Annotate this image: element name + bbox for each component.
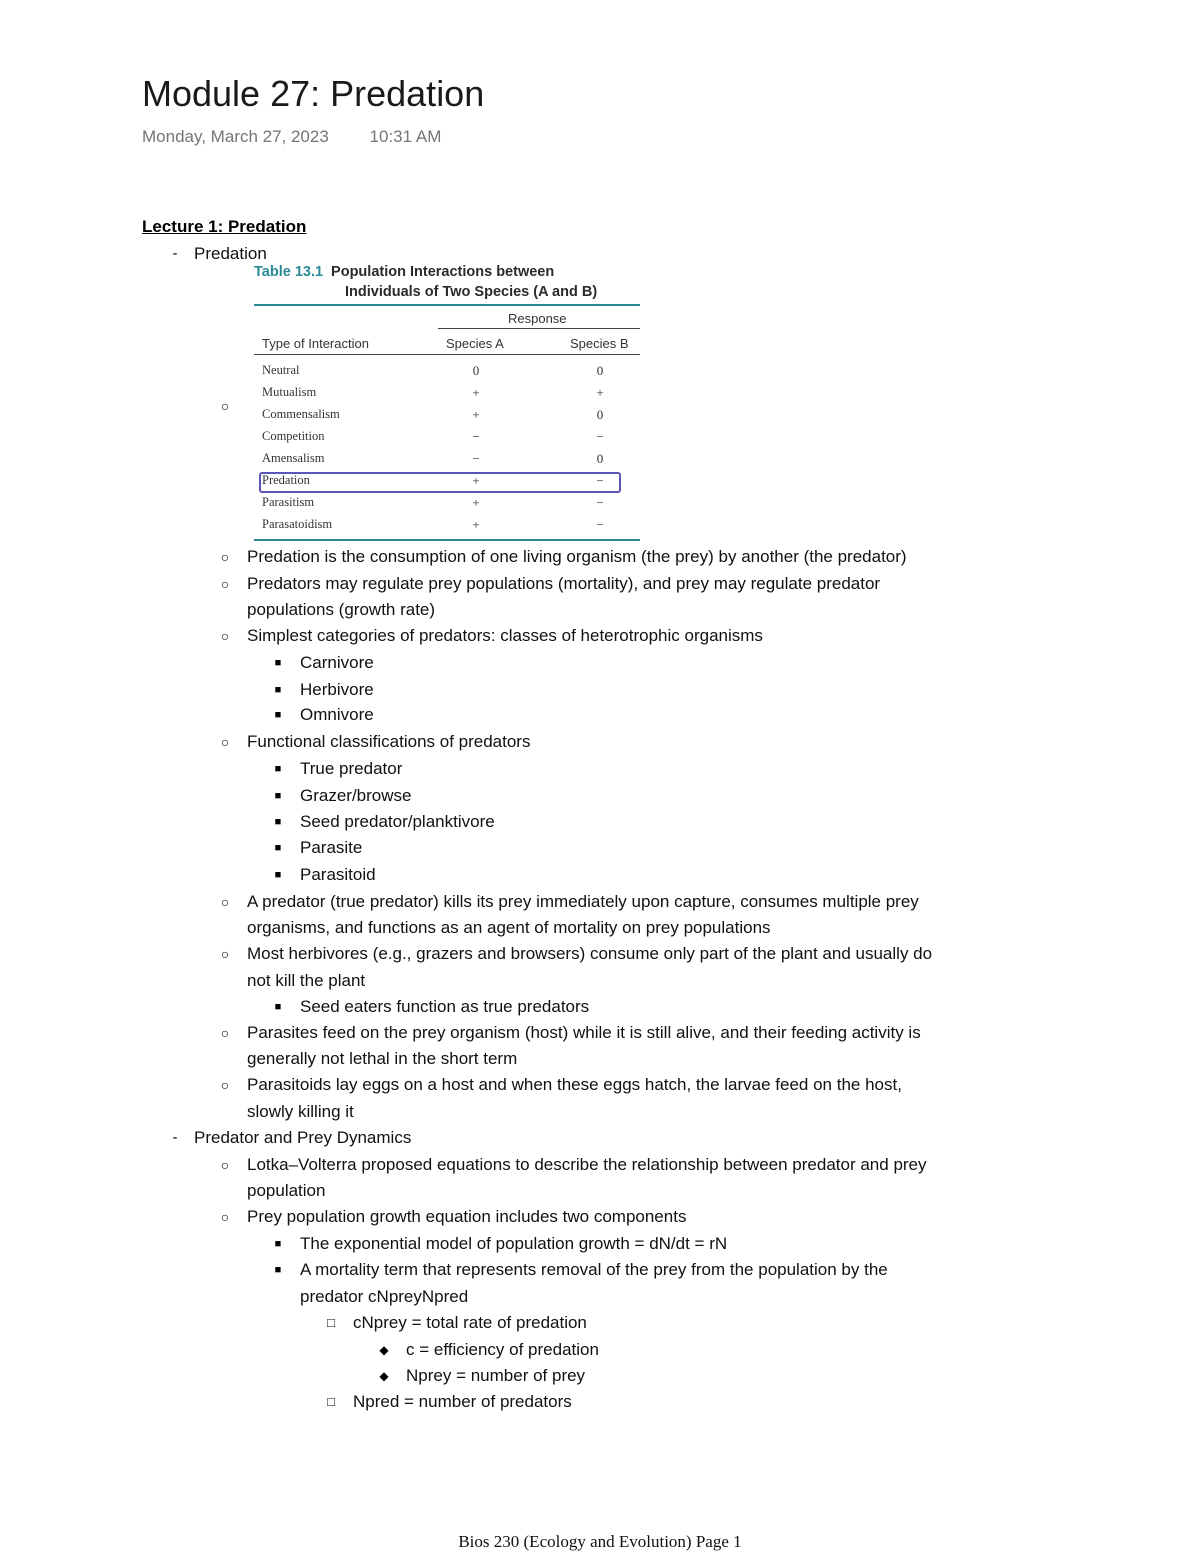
circle-bullet: ○: [220, 1077, 230, 1093]
table-cell-a: +: [472, 407, 480, 422]
section-dynamics: Predator and Prey Dynamics: [194, 1128, 412, 1147]
table-cell-a: −: [472, 429, 480, 444]
square-bullet: ■: [274, 816, 282, 828]
section-predation: Predation: [194, 244, 267, 263]
note-line: Prey population growth equation includes two components: [247, 1207, 687, 1226]
note-line: populations (growth rate): [247, 600, 436, 619]
list-item: Npred = number of predators: [353, 1392, 572, 1411]
table-top-rule: [254, 304, 640, 306]
list-item: A mortality term that represents removal of the prey from the population by the: [300, 1260, 888, 1279]
table-cell-a: +: [472, 385, 480, 400]
list-item: Omnivore: [300, 705, 374, 724]
note-line: organisms, and functions as an agent of mortality on prey populations: [247, 918, 771, 937]
hollow-square-bullet: □: [327, 1394, 335, 1409]
note-line: Most herbivores (e.g., grazers and browsers) consume only part of the plant and usually do: [247, 944, 933, 963]
circle-bullet: ○: [220, 549, 230, 565]
list-item: The exponential model of population growth = dN/dt = rN: [300, 1234, 728, 1253]
predation-highlight-box: [259, 472, 621, 493]
note-line: Simplest categories of predators: classes of heterotrophic organisms: [247, 626, 763, 645]
square-bullet: ■: [274, 657, 282, 669]
note-line: Predators may regulate prey populations (mortality), and prey may regulate predator: [247, 574, 881, 593]
list-item: cNprey = total rate of predation: [353, 1313, 587, 1332]
type-header: Type of Interaction: [262, 336, 369, 351]
table-cell-b: −: [596, 517, 604, 532]
list-item: Seed eaters function as true predators: [300, 997, 590, 1016]
table-cell-b: 0: [596, 363, 604, 378]
time-text: 10:31 AM: [369, 127, 442, 146]
table-cell-b: −: [596, 495, 604, 510]
note-line: generally not lethal in the short term: [247, 1049, 518, 1068]
list-item: Carnivore: [300, 653, 374, 672]
square-bullet: ■: [274, 1001, 282, 1013]
table-row-name: Amensalism: [262, 451, 325, 465]
note-line: population: [247, 1181, 326, 1200]
lecture-heading: Lecture 1: Predation: [142, 217, 307, 236]
page-footer: Bios 230 (Ecology and Evolution) Page 1: [458, 1532, 742, 1551]
header-rule: [254, 354, 640, 355]
table-row-name: Mutualism: [262, 385, 317, 399]
list-item: c = efficiency of predation: [406, 1340, 599, 1359]
list-item: Herbivore: [300, 680, 374, 699]
table-row-name: Neutral: [262, 363, 300, 377]
note-line: Functional classifications of predators: [247, 732, 531, 751]
note-line: Parasites feed on the prey organism (host) while it is still alive, and their feeding activity is: [247, 1023, 921, 1042]
table-row-name: Parasitism: [262, 495, 315, 509]
list-item: Parasitoid: [300, 865, 376, 884]
table-title: [254, 262, 554, 282]
square-bullet: ■: [274, 790, 282, 802]
circle-bullet: ○: [220, 398, 230, 414]
note-line: slowly killing it: [247, 1102, 354, 1121]
circle-bullet: ○: [220, 894, 230, 910]
list-item: Parasite: [300, 838, 363, 857]
note-line: Predation is the consumption of one living organism (the prey) by another (the predator): [247, 547, 907, 566]
circle-bullet: ○: [220, 946, 230, 962]
table-bottom-rule: [254, 539, 640, 541]
note-line: Lotka–Volterra proposed equations to describe the relationship between predator and prey: [247, 1155, 927, 1174]
species-a-header: Species A: [446, 336, 504, 351]
date-text: Monday, March 27, 2023: [142, 127, 329, 146]
interaction-table-figure: [252, 262, 644, 544]
response-rule: [438, 328, 640, 329]
square-bullet: ■: [274, 763, 282, 775]
page-title: Module 27: Predation: [142, 73, 485, 114]
table-row-name: Parasatoidism: [262, 517, 333, 531]
square-bullet: ■: [274, 684, 282, 696]
table-cell-b: +: [596, 385, 604, 400]
table-cell-b: 0: [596, 451, 604, 466]
response-header: Response: [508, 311, 567, 326]
list-item: Nprey = number of prey: [406, 1366, 586, 1385]
list-item: Grazer/browse: [300, 786, 412, 805]
list-item: Seed predator/planktivore: [300, 812, 495, 831]
dash-bullet: -: [172, 1129, 178, 1146]
note-line: Parasitoids lay eggs on a host and when these eggs hatch, the larvae feed on the host,: [247, 1075, 902, 1094]
diamond-bullet: ◆: [379, 1343, 389, 1357]
table-cell-a: +: [472, 495, 480, 510]
table-cell-a: +: [472, 517, 480, 532]
table-row-name: Predation: [262, 473, 310, 487]
table-title-line1: Population Interactions between: [331, 264, 555, 280]
table-cell-b: −: [596, 473, 604, 488]
square-bullet: ■: [274, 1264, 282, 1276]
list-item: True predator: [300, 759, 403, 778]
table-number: Table 13.1: [254, 264, 324, 280]
circle-bullet: ○: [220, 628, 230, 644]
list-item: predator cNpreyNpred: [300, 1287, 469, 1306]
circle-bullet: ○: [220, 1157, 230, 1173]
table-cell-b: 0: [596, 407, 604, 422]
table-cell-b: −: [596, 429, 604, 444]
note-line: not kill the plant: [247, 971, 366, 990]
circle-bullet: ○: [220, 734, 230, 750]
circle-bullet: ○: [220, 1025, 230, 1041]
dash-bullet: -: [172, 245, 178, 262]
square-bullet: ■: [274, 709, 282, 721]
table-cell-a: −: [472, 451, 480, 466]
square-bullet: ■: [274, 842, 282, 854]
species-b-header: Species B: [570, 336, 629, 351]
note-line: A predator (true predator) kills its prey immediately upon capture, consumes multiple prey: [247, 892, 919, 911]
table-title-line2: Individuals of Two Species (A and B): [345, 284, 598, 300]
hollow-square-bullet: □: [327, 1315, 335, 1330]
timestamp: [142, 127, 441, 147]
square-bullet: ■: [274, 1238, 282, 1250]
table-cell-a: 0: [472, 363, 480, 378]
table-row-name: Competition: [262, 429, 325, 443]
circle-bullet: ○: [220, 576, 230, 592]
diamond-bullet: ◆: [379, 1369, 389, 1383]
circle-bullet: ○: [220, 1209, 230, 1225]
table-cell-a: +: [472, 473, 480, 488]
square-bullet: ■: [274, 869, 282, 881]
table-row-name: Commensalism: [262, 407, 340, 421]
